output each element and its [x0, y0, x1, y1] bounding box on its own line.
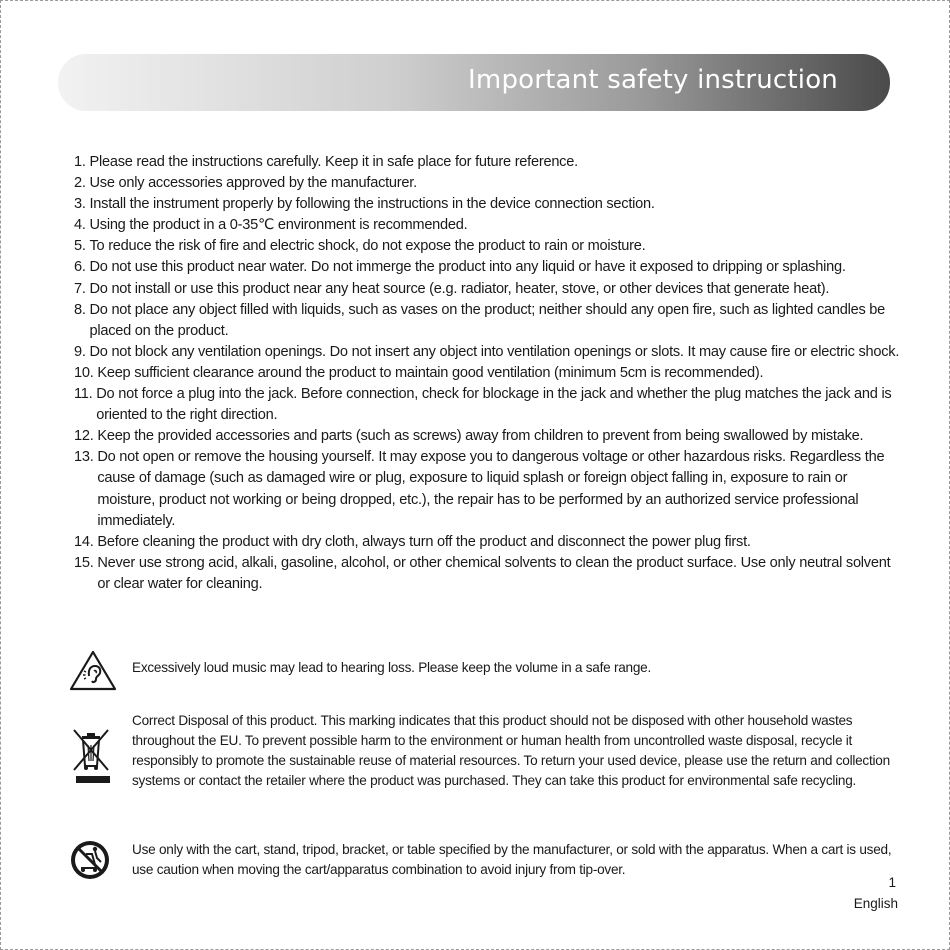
list-item — [74, 532, 904, 553]
list-item — [74, 194, 904, 215]
item-number: 3. — [74, 196, 90, 213]
page-number: 1 — [888, 875, 896, 890]
list-item — [74, 173, 904, 194]
list-item — [74, 236, 904, 257]
item-text: Keep the provided accessories and parts (such as screws) away from children to prevent from being swallowed by mistake. — [97, 428, 864, 445]
list-item — [74, 363, 904, 384]
item-text: Do not use this product near water. Do not immerge the product into any liquid or have it exposed to dripping or splashing. — [89, 259, 846, 276]
item-number: 4. — [74, 217, 90, 234]
item-number: 2. — [74, 175, 90, 192]
cart-notice-text: Use only with the cart, stand, tripod, bracket, or table specified by the manufacturer, or sold with the apparatus. When a cart is used, use caution when moving the cart/apparatus combination to avoid injury from tip-over. — [132, 842, 892, 877]
item-text: Do not place any object filled with liquids, such as vases on the product; neither should any open fire, such as lighted candles be placed on the product. — [89, 301, 886, 339]
header-banner — [58, 54, 890, 111]
item-text: To reduce the risk of fire and electric shock, do not expose the product to rain or moisture. — [89, 238, 646, 255]
item-number: 15. — [74, 554, 98, 571]
page-language: English — [853, 896, 898, 911]
item-number: 13. — [74, 449, 98, 466]
item-text: Before cleaning the product with dry cloth, always turn off the product and disconnect the power plug first. — [97, 533, 751, 550]
disposal-notice-text: Correct Disposal of this product. This marking indicates that this product should not be disposed with other household wastes throughout the EU. To prevent possible harm to the environment or human health from uncontrolled waste disposal, recycle it responsibly to promote the sustainable reuse of material resources. To return your used device, please use the return and collection systems or contact the retailer where the product was purchased. They can take this product for environmental safe recycling. — [132, 713, 890, 788]
item-text: Do not open or remove the housing yourself. It may expose you to dangerous voltage or other hazardous risks. Regardless the cause of damage (such as damaged wire or plug, exposure to liquid splash or foreign object falling in, exposure to rain or moisture, product not working or being dropped, etc.), the repair has to be performed by an authorized service professional immediately. — [97, 449, 885, 529]
item-text: Install the instrument properly by following the instructions in the device connection section. — [89, 196, 655, 213]
item-text: Using the product in a 0-35℃ environment is recommended. — [89, 217, 468, 234]
list-item — [74, 152, 904, 173]
item-number: 6. — [74, 259, 90, 276]
item-text: Do not block any ventilation openings. Do not insert any object into ventilation openings or slots. It may cause fire or electric shock. — [89, 343, 900, 360]
list-item — [74, 426, 904, 447]
list-item — [74, 257, 904, 278]
item-number: 8. — [74, 301, 90, 318]
crossed-bin-weee-icon — [68, 726, 118, 776]
item-number: 7. — [74, 280, 90, 297]
list-item — [74, 447, 904, 531]
safety-instruction-list — [74, 152, 904, 595]
item-text: Do not install or use this product near any heat source (e.g. radiator, heater, stove, or other devices that generate heat). — [89, 280, 830, 297]
item-text: Keep sufficient clearance around the product to maintain good ventilation (minimum 5cm is recommended). — [97, 364, 764, 381]
hearing-warning-icon — [68, 649, 118, 699]
item-number: 9. — [74, 343, 90, 360]
item-number: 5. — [74, 238, 90, 255]
item-text: Please read the instructions carefully. Keep it in safe place for future reference. — [89, 154, 578, 170]
item-number: 11. — [74, 386, 97, 403]
item-number: 12. — [74, 428, 98, 445]
list-item — [74, 300, 904, 342]
item-text: Never use strong acid, alkali, gasoline, alcohol, or other chemical solvents to clean the product surface. Use only neutral solvent or clear water for cleaning. — [97, 554, 891, 592]
list-item — [74, 384, 904, 426]
item-number: 10. — [74, 364, 98, 381]
hearing-notice-text: Excessively loud music may lead to hearing loss. Please keep the volume in a safe range. — [132, 660, 652, 675]
list-item — [74, 279, 904, 300]
list-item — [74, 342, 904, 363]
item-text: Do not force a plug into the jack. Before connection, check for blockage in the jack and whether the plug matches the jack and is oriented to the right direction. — [96, 386, 892, 424]
item-text: Use only accessories approved by the manufacturer. — [89, 175, 417, 192]
list-item — [74, 553, 904, 595]
cart-tip-over-warning-icon — [68, 838, 118, 888]
item-number: 1. — [74, 154, 90, 170]
page-title: Important safety instruction — [468, 65, 838, 95]
list-item — [74, 215, 904, 236]
item-number: 14. — [74, 533, 98, 550]
